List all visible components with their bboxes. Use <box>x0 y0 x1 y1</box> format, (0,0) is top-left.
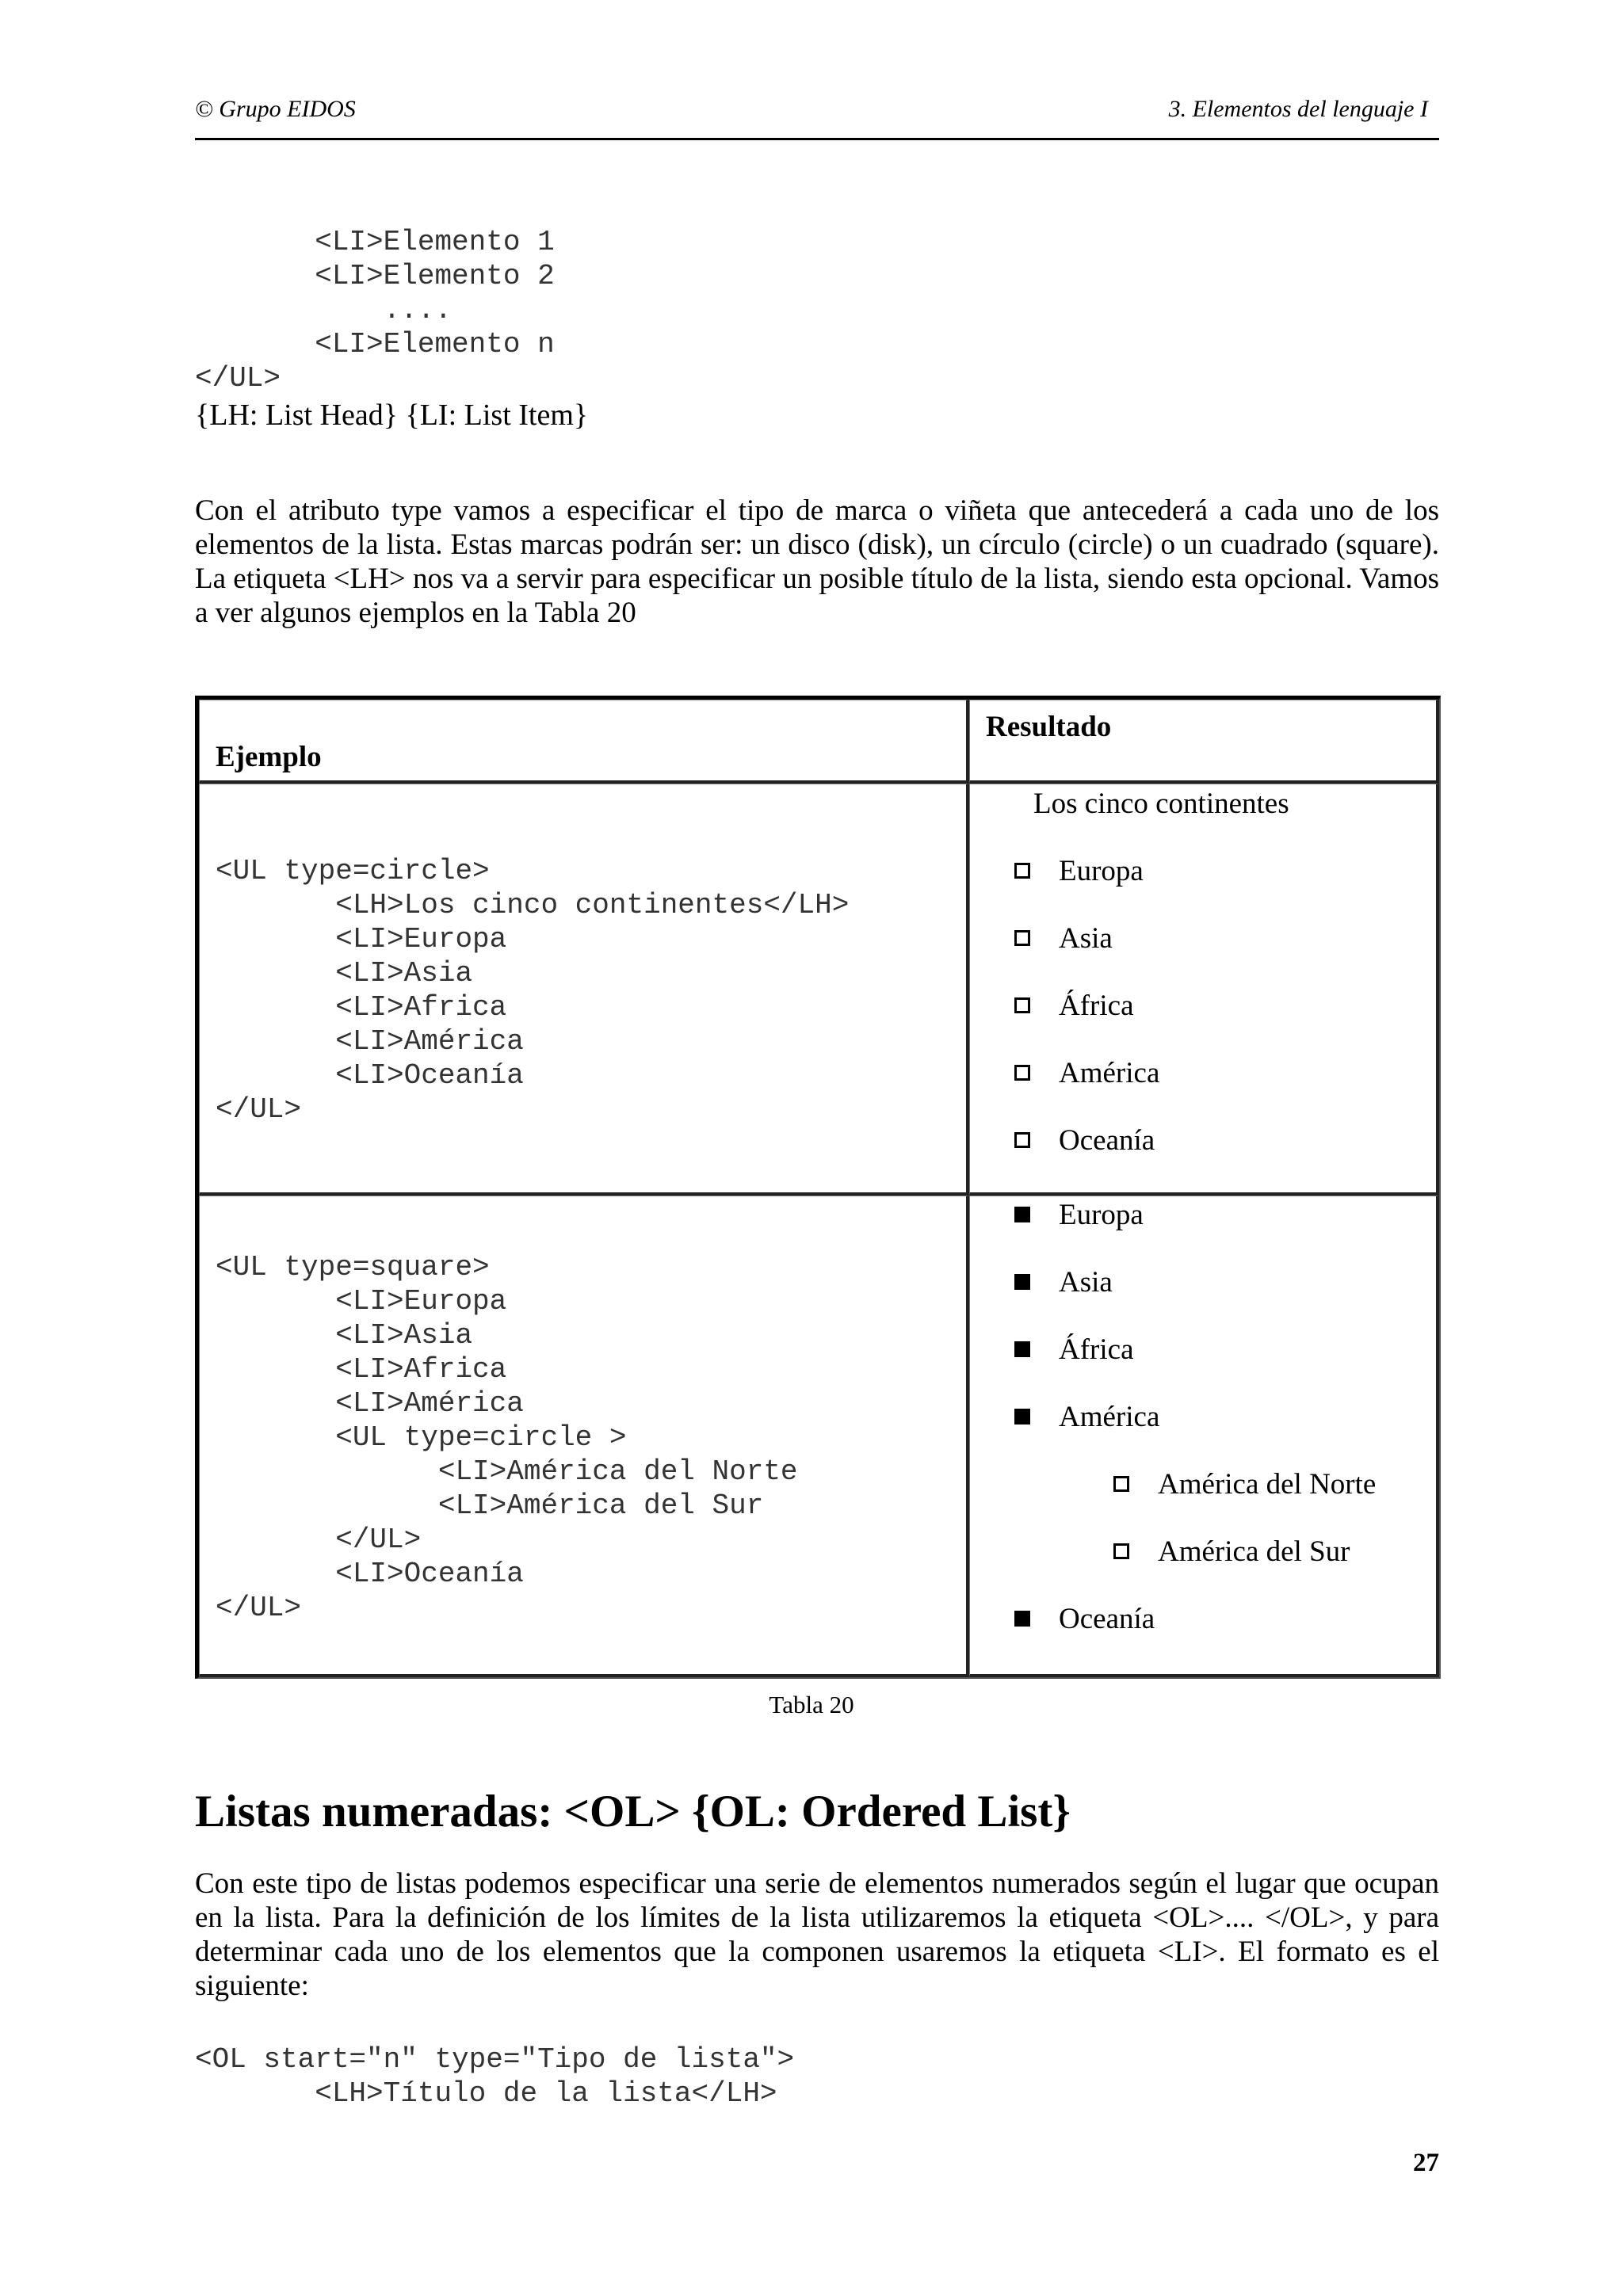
result-item-label: Europa <box>1059 1199 1144 1231</box>
result-item-label: África <box>1059 990 1134 1022</box>
circle-bullet-icon <box>1014 930 1030 946</box>
ordered-list-paragraph: Con este tipo de listas podemos especificar una serie de elementos numerados según el lugar que ocupan en la lista. Para la definición de los límites de la lista utilizaremos la etiqueta <OL>.... </OL>, y para determinar cada uno de los elementos que la componen usaremos la etiqueta <LI>. El formato es el siguiente: <box>195 1867 1439 2002</box>
code-block-ul-items <box>195 225 555 395</box>
header-result-label: Resultado <box>986 711 1112 743</box>
code-line: <OL start="n" type="Tipo de lista"> <box>195 2043 795 2076</box>
result-item-label: América del Sur <box>1158 1535 1350 1568</box>
result-list-item <box>1014 989 1134 1024</box>
circle-bullet-icon <box>1113 1543 1129 1559</box>
page-number: 27 <box>1413 2149 1439 2177</box>
code-line: <UL type=circle> <box>216 855 490 887</box>
code-ul-circle <box>216 854 849 1127</box>
code-line: .... <box>195 294 453 326</box>
result-item-label: América del Norte <box>1158 1468 1377 1501</box>
result-item-label: África <box>1059 1333 1134 1366</box>
code-line: <LI>América del Norte <box>216 1455 798 1488</box>
code-line: <LI>Elemento 1 <box>195 226 555 258</box>
result-list-item <box>1014 1198 1144 1233</box>
result-list-item <box>1014 921 1113 956</box>
code-line: <LI>Elemento 2 <box>195 260 555 292</box>
code-line: <LI>América <box>216 1025 524 1058</box>
code-line: <LI>Oceanía <box>216 1059 524 1092</box>
result-nested-item <box>1113 1535 1350 1569</box>
result-list-title: Los cinco continentes <box>1033 788 1289 820</box>
header-publisher: © Grupo EIDOS <box>195 96 356 122</box>
square-bullet-icon <box>1014 1274 1030 1290</box>
result-list-item <box>1014 1400 1159 1435</box>
code-line: <LI>América del Sur <box>216 1489 764 1522</box>
code-line: <LH>Los cinco continentes</LH> <box>216 889 850 921</box>
square-bullet-icon <box>1014 1611 1030 1627</box>
code-line: <LI>Europa <box>216 1285 507 1318</box>
code-line: </UL> <box>216 1592 302 1624</box>
code-line: </UL> <box>216 1093 302 1126</box>
code-line: <LI>América <box>216 1387 524 1420</box>
result-item-label: América <box>1059 1057 1160 1089</box>
code-line: </UL> <box>195 362 281 395</box>
code-line: <LI>Europa <box>216 923 507 955</box>
result-item-label: Oceanía <box>1059 1603 1155 1635</box>
code-line: <LI>Asia <box>216 957 473 990</box>
circle-bullet-icon <box>1113 1476 1129 1492</box>
square-bullet-icon <box>1014 1409 1030 1425</box>
table-cell-result-circle <box>969 784 1439 1196</box>
code-block-ol <box>195 2042 794 2111</box>
square-bullet-icon <box>1014 1207 1030 1222</box>
result-item-label: Oceanía <box>1059 1124 1155 1157</box>
circle-bullet-icon <box>1014 1132 1030 1148</box>
circle-bullet-icon <box>1014 1065 1030 1081</box>
table-cell-code-circle <box>199 784 969 1196</box>
code-ul-square <box>216 1250 798 1625</box>
code-line: <LH>Título de la lista</LH> <box>195 2077 777 2110</box>
code-line: <UL type=square> <box>216 1251 490 1283</box>
result-item-label: Asia <box>1059 922 1113 955</box>
table-header-result <box>969 700 1439 784</box>
code-line: <LI>Asia <box>216 1319 473 1352</box>
table-cell-result-square <box>969 1196 1439 1677</box>
header-example-label: Ejemplo <box>216 741 322 773</box>
square-bullet-icon <box>1014 1341 1030 1357</box>
result-list-item <box>1014 1123 1155 1158</box>
result-item-label: Asia <box>1059 1266 1113 1299</box>
header-rule <box>195 138 1439 140</box>
table-caption: Tabla 20 <box>769 1691 854 1718</box>
list-legend: {LH: List Head} {LI: List Item} <box>195 399 589 432</box>
result-list-item <box>1014 1056 1159 1091</box>
code-line: <UL type=circle > <box>216 1421 627 1454</box>
result-item-label: Europa <box>1059 855 1144 887</box>
code-line: </UL> <box>216 1524 422 1556</box>
result-list-item <box>1014 1333 1134 1367</box>
circle-bullet-icon <box>1014 863 1030 879</box>
section-heading: Listas numeradas: <OL> {OL: Ordered List} <box>195 1787 1071 1836</box>
header-chapter: 3. Elementos del lenguaje I <box>1168 96 1428 122</box>
examples-table <box>195 696 1441 1679</box>
code-line: <LI>Elemento n <box>195 328 555 360</box>
intro-paragraph: Con el atributo type vamos a especificar el tipo de marca o viñeta que antecederá a cada uno de los elementos de la lista. Estas marcas podrán ser: un disco (disk), un círculo (circle) o un cuadrado (square). La etiqueta <LH> nos va a servir para especificar un posible título de la lista, siendo esta opcional. Vamos a ver algunos ejemplos en la Tabla 20 <box>195 494 1439 629</box>
result-list-item <box>1014 854 1144 889</box>
code-line: <LI>Oceanía <box>216 1558 524 1590</box>
result-nested-item <box>1113 1467 1376 1502</box>
circle-bullet-icon <box>1014 997 1030 1013</box>
code-line: <LI>Africa <box>216 1353 507 1386</box>
result-list-item <box>1014 1602 1155 1637</box>
table-cell-code-square <box>199 1196 969 1677</box>
code-line: <LI>Africa <box>216 991 507 1024</box>
result-list-item <box>1014 1265 1113 1300</box>
table-header-example <box>199 700 969 784</box>
result-item-label: América <box>1059 1401 1160 1433</box>
